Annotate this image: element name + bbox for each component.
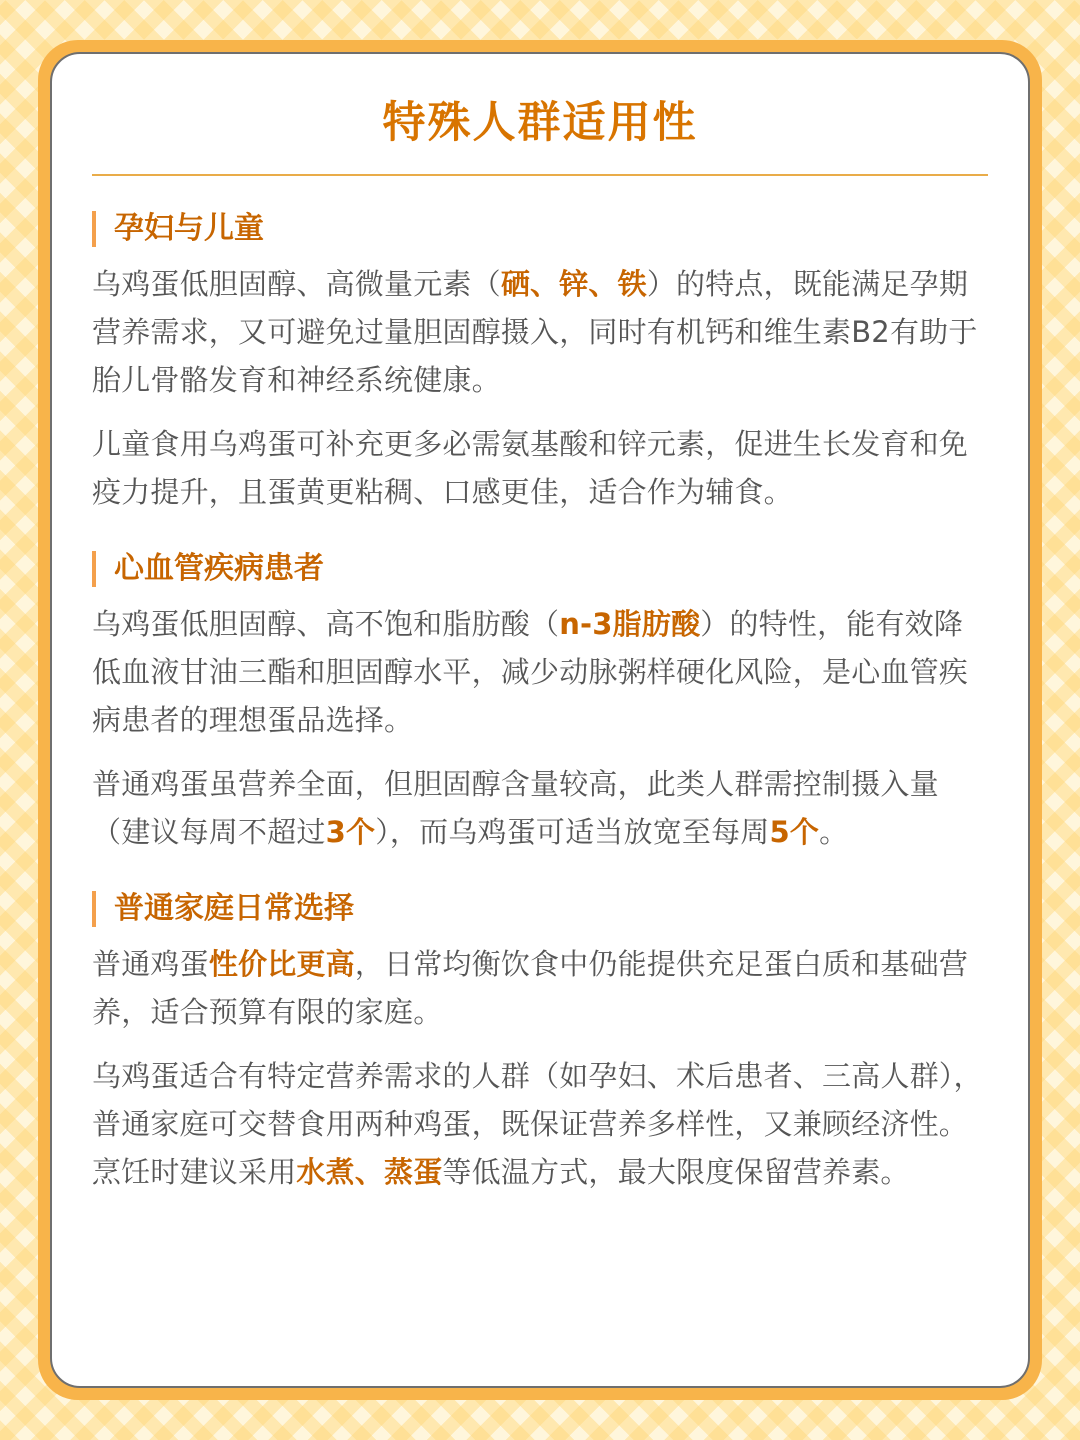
- section-heading: [92, 208, 988, 250]
- highlight-text: 3个: [325, 815, 376, 849]
- paragraph: [92, 600, 988, 744]
- paragraph-text: 普通鸡蛋虽营养全面，但胆固醇含量较高，此类人群需控制摄入量（建议每周不超过: [92, 767, 939, 849]
- section-heading-text: 心血管疾病患者: [114, 551, 324, 586]
- paragraph-text: 普通鸡蛋: [92, 947, 209, 981]
- section-heading: [92, 888, 988, 930]
- highlight-text: 性价比更高: [208, 947, 355, 981]
- highlight-text: 5个: [769, 815, 820, 849]
- section-marker: [92, 891, 96, 927]
- paragraph: [92, 940, 988, 1036]
- section-heading-text: 普通家庭日常选择: [114, 891, 354, 926]
- section-family: [92, 888, 988, 1196]
- paragraph: [92, 1052, 988, 1196]
- paragraph: [92, 420, 988, 516]
- paragraph-text: ，日常均衡饮食中仍能提供充足蛋白质和基础营养，适合预算有限的家庭。: [92, 947, 969, 1029]
- paragraph-text: ）的特点，既能满足孕期营养需求，又可避免过量胆固醇摄入，同时有机钙和维生素B2有助于胎儿骨骼发育和神经系统健康。: [92, 267, 978, 397]
- paragraph: [92, 760, 988, 856]
- content-card: [50, 52, 1030, 1388]
- card-frame: [38, 40, 1042, 1400]
- paragraph-text: 等低温方式，最大限度保留营养素。: [442, 1155, 910, 1189]
- title-divider: [92, 174, 988, 176]
- section-pregnant-children: [92, 208, 988, 516]
- paragraph-text: 。: [819, 815, 849, 849]
- page-title: 特殊人群适用性: [382, 98, 698, 148]
- paragraph-text: 乌鸡蛋适合有特定营养需求的人群（如孕妇、术后患者、三高人群），普通家庭可交替食用两种鸡蛋，既保证营养多样性，又兼顾经济性。烹饪时建议采用: [92, 1059, 983, 1189]
- highlight-text: 硒、锌、铁: [500, 267, 647, 301]
- paragraph: [92, 260, 988, 404]
- highlight-text: 水煮、蒸蛋: [296, 1155, 443, 1189]
- paragraph-text: 乌鸡蛋低胆固醇、高微量元素（: [92, 267, 501, 301]
- paragraph-text: 儿童食用乌鸡蛋可补充更多必需氨基酸和锌元素，促进生长发育和免疫力提升，且蛋黄更粘稠、口感更佳，适合作为辅食。: [92, 427, 969, 509]
- section-marker: [92, 551, 96, 587]
- section-marker: [92, 211, 96, 247]
- paragraph-text: ），而乌鸡蛋可适当放宽至每周: [375, 815, 770, 849]
- section-heading-text: 孕妇与儿童: [114, 211, 264, 246]
- section-heading: [92, 548, 988, 590]
- paragraph-text: 乌鸡蛋低胆固醇、高不饱和脂肪酸（: [92, 607, 560, 641]
- highlight-text: n-3脂肪酸: [559, 607, 701, 641]
- paragraph-text: ）的特性，能有效降低血液甘油三酯和胆固醇水平，减少动脉粥样硬化风险，是心血管疾病患者的理想蛋品选择。: [92, 607, 969, 737]
- section-cardiovascular: [92, 548, 988, 856]
